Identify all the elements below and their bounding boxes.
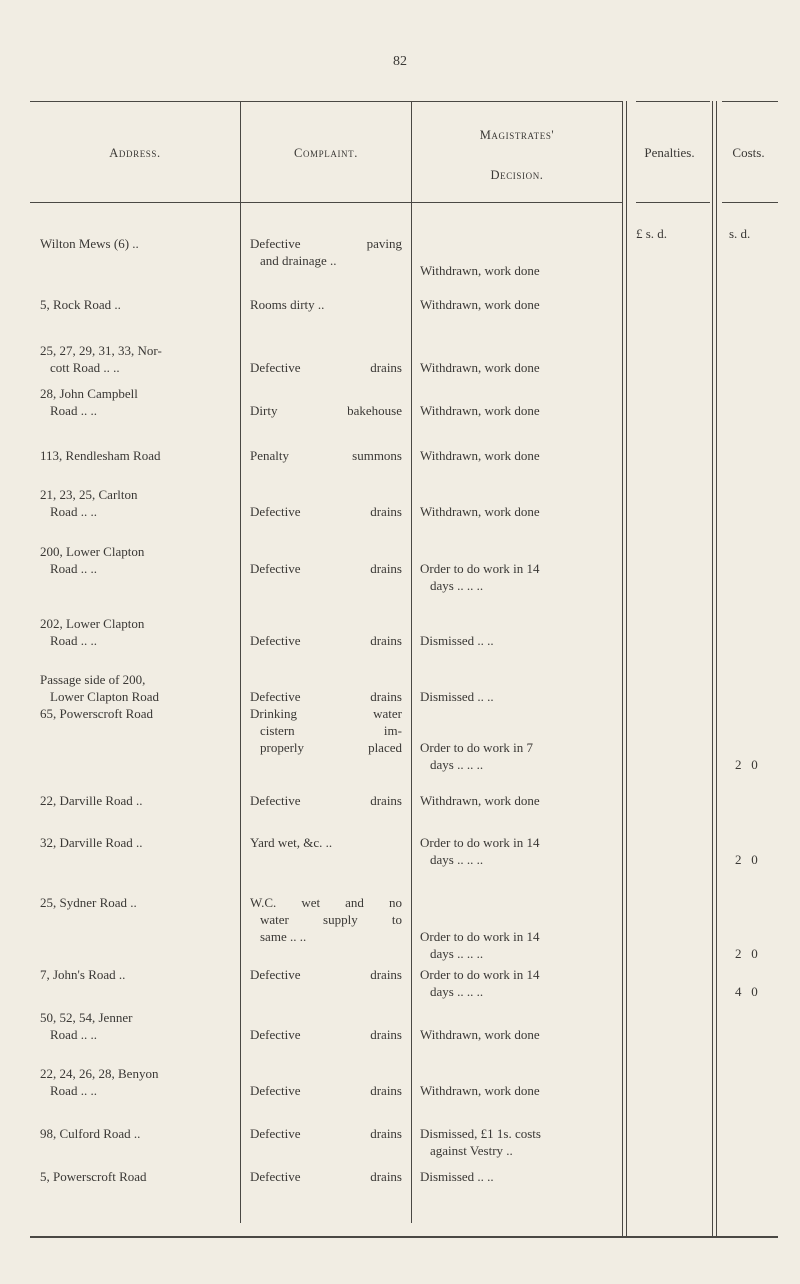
decision-cell-line: days .. .. .. bbox=[430, 984, 484, 999]
complaint-cell bbox=[250, 1082, 402, 1099]
address-cell-line: Road .. .. bbox=[50, 561, 97, 576]
address-cell-line: Road .. .. bbox=[50, 504, 97, 519]
address-cell bbox=[40, 543, 232, 577]
complaint-cell-line: Defective drains bbox=[250, 793, 402, 808]
column-rule-address bbox=[240, 101, 241, 1223]
decision-cell-line: Dismissed, £1 1s. costs bbox=[420, 1126, 541, 1141]
address-cell bbox=[40, 486, 232, 520]
complaint-cell-line: cistern im- bbox=[260, 723, 402, 738]
complaint-cell-line: Defective drains bbox=[250, 967, 402, 982]
complaint-cell-line: Defective drains bbox=[250, 633, 402, 648]
address-cell-line: 28, John Campbell bbox=[40, 386, 138, 401]
page-number: 82 bbox=[393, 54, 407, 69]
decision-cell bbox=[420, 1082, 616, 1099]
table-top-rule bbox=[30, 101, 622, 102]
decision-cell-line: days .. .. .. bbox=[430, 852, 484, 867]
complaint-cell bbox=[250, 1168, 402, 1185]
address-cell-line: cott Road .. .. bbox=[50, 360, 120, 375]
address-cell-line: Road .. .. bbox=[50, 403, 97, 418]
decision-cell bbox=[420, 928, 616, 962]
complaint-cell-line: Defective drains bbox=[250, 1083, 402, 1098]
costs-cell: 2 0 bbox=[735, 757, 758, 772]
address-cell bbox=[40, 447, 232, 464]
header-bottom-rule-penalties bbox=[636, 202, 710, 203]
address-cell-line: Lower Clapton Road bbox=[50, 689, 160, 704]
decision-cell bbox=[420, 296, 616, 313]
unit-costs: s. d. bbox=[729, 226, 751, 241]
decision-cell-line: Withdrawn, work done bbox=[420, 263, 540, 278]
complaint-cell-line: Drinking water bbox=[250, 706, 402, 721]
table-top-rule-penalties bbox=[636, 101, 710, 102]
header-complaint: Complaint. bbox=[294, 146, 358, 160]
address-cell-line: 202, Lower Clapton bbox=[40, 616, 145, 631]
address-cell bbox=[40, 1065, 232, 1099]
complaint-cell-line: water supply to bbox=[260, 912, 402, 927]
decision-cell-line: Dismissed .. .. bbox=[420, 633, 494, 648]
table-top-rule-costs bbox=[722, 101, 778, 102]
complaint-cell bbox=[250, 834, 402, 851]
header-decision-line1: Magistrates' bbox=[479, 128, 555, 142]
decision-cell-line: Withdrawn, work done bbox=[420, 1083, 540, 1098]
decision-cell-line: Withdrawn, work done bbox=[420, 360, 540, 375]
complaint-cell bbox=[250, 560, 402, 577]
decision-cell bbox=[420, 739, 616, 773]
address-cell-line: 5, Powerscroft Road bbox=[40, 1169, 147, 1184]
address-cell bbox=[40, 834, 232, 851]
header-costs: Costs. bbox=[732, 145, 765, 160]
complaint-cell-line: Rooms dirty .. bbox=[250, 297, 325, 312]
decision-cell bbox=[420, 560, 616, 594]
complaint-cell-line: Yard wet, &c. .. bbox=[250, 835, 333, 850]
complaint-cell bbox=[250, 792, 402, 809]
decision-cell-line: Order to do work in 14 bbox=[420, 929, 540, 944]
address-cell-line: 50, 52, 54, Jenner bbox=[40, 1010, 133, 1025]
decision-cell-line: Withdrawn, work done bbox=[420, 1027, 540, 1042]
decision-cell-line: Dismissed .. .. bbox=[420, 1169, 494, 1184]
unit-penalties: £ s. d. bbox=[636, 226, 668, 241]
address-cell bbox=[40, 296, 232, 313]
decision-cell-line: Withdrawn, work done bbox=[420, 403, 540, 418]
column-rule-decision-a bbox=[622, 101, 623, 1236]
complaint-cell bbox=[250, 894, 402, 945]
decision-cell bbox=[420, 447, 616, 464]
address-cell bbox=[40, 705, 232, 722]
address-cell-line: 65, Powerscroft Road bbox=[40, 706, 154, 721]
address-cell bbox=[40, 1125, 232, 1142]
column-rule-penalties-a bbox=[712, 101, 713, 1236]
complaint-cell bbox=[250, 705, 402, 756]
decision-cell-line: Withdrawn, work done bbox=[420, 793, 540, 808]
complaint-cell-line: and drainage .. bbox=[260, 253, 337, 268]
decision-cell-line: Withdrawn, work done bbox=[420, 448, 540, 463]
address-cell-line: Passage side of 200, bbox=[40, 672, 146, 687]
decision-cell-line: Order to do work in 14 bbox=[420, 561, 540, 576]
complaint-cell-line: Defective drains bbox=[250, 1027, 402, 1042]
header-bottom-rule bbox=[30, 202, 622, 203]
costs-cell: 2 0 bbox=[735, 946, 758, 961]
complaint-cell bbox=[250, 359, 402, 376]
address-cell-line: 32, Darville Road .. bbox=[40, 835, 143, 850]
address-cell bbox=[40, 1168, 232, 1185]
table-bottom-rule bbox=[30, 1236, 778, 1238]
decision-cell-line: Order to do work in 14 bbox=[420, 835, 540, 850]
costs-cell: 2 0 bbox=[735, 852, 758, 867]
address-cell-line: 25, 27, 29, 31, 33, Nor- bbox=[40, 343, 162, 358]
decision-cell bbox=[420, 402, 616, 419]
address-cell-line: 200, Lower Clapton bbox=[40, 544, 145, 559]
address-cell bbox=[40, 966, 232, 983]
decision-cell bbox=[420, 834, 616, 868]
header-address: Address. bbox=[109, 146, 161, 160]
decision-cell-line: days .. .. .. bbox=[430, 578, 484, 593]
complaint-cell-line: Defective drains bbox=[250, 1169, 402, 1184]
decision-cell bbox=[420, 1168, 616, 1185]
decision-cell bbox=[420, 632, 616, 649]
complaint-cell-line: Defective drains bbox=[250, 504, 402, 519]
complaint-cell bbox=[250, 688, 402, 705]
address-cell bbox=[40, 792, 232, 809]
decision-cell bbox=[420, 792, 616, 809]
address-cell bbox=[40, 615, 232, 649]
complaint-cell-line: Penalty summons bbox=[250, 448, 402, 463]
address-cell-line: Road .. .. bbox=[50, 633, 97, 648]
decision-cell bbox=[420, 1125, 616, 1159]
address-cell bbox=[40, 894, 232, 911]
decision-cell bbox=[420, 1026, 616, 1043]
decision-cell-line: Withdrawn, work done bbox=[420, 504, 540, 519]
complaint-cell-line: W.C. wet and no bbox=[250, 895, 402, 910]
address-cell-line: 22, Darville Road .. bbox=[40, 793, 143, 808]
complaint-cell-line: same .. .. bbox=[260, 929, 307, 944]
complaint-cell-line: Defective drains bbox=[250, 561, 402, 576]
address-cell-line: 113, Rendlesham Road bbox=[40, 448, 161, 463]
complaint-cell bbox=[250, 1026, 402, 1043]
decision-cell-line: days .. .. .. bbox=[430, 757, 484, 772]
decision-cell bbox=[420, 262, 616, 279]
address-cell bbox=[40, 235, 232, 252]
address-cell-line: 98, Culford Road .. bbox=[40, 1126, 141, 1141]
decision-cell bbox=[420, 359, 616, 376]
header-bottom-rule-costs bbox=[722, 202, 778, 203]
complaint-cell-line: Defective drains bbox=[250, 360, 402, 375]
complaint-cell bbox=[250, 235, 402, 269]
header-penalties: Penalties. bbox=[644, 145, 695, 160]
complaint-cell bbox=[250, 503, 402, 520]
complaint-cell bbox=[250, 966, 402, 983]
address-cell-line: 22, 24, 26, 28, Benyon bbox=[40, 1066, 159, 1081]
complaint-cell bbox=[250, 296, 402, 313]
column-rule-decision-b bbox=[626, 101, 627, 1236]
address-cell bbox=[40, 671, 232, 705]
complaint-cell bbox=[250, 447, 402, 464]
address-cell-line: 5, Rock Road .. bbox=[40, 297, 121, 312]
costs-cell: 4 0 bbox=[735, 984, 758, 999]
decision-cell bbox=[420, 966, 616, 1000]
address-cell bbox=[40, 1009, 232, 1043]
address-cell-line: 21, 23, 25, Carlton bbox=[40, 487, 138, 502]
decision-cell bbox=[420, 503, 616, 520]
address-cell-line: 7, John's Road .. bbox=[40, 967, 126, 982]
complaint-cell-line: Defective drains bbox=[250, 689, 402, 704]
decision-cell-line: Order to do work in 7 bbox=[420, 740, 534, 755]
address-cell-line: Road .. .. bbox=[50, 1027, 97, 1042]
address-cell-line: Road .. .. bbox=[50, 1083, 97, 1098]
column-rule-penalties-b bbox=[716, 101, 717, 1236]
decision-cell-line: days .. .. .. bbox=[430, 946, 484, 961]
complaint-cell-line: properly placed bbox=[260, 740, 402, 755]
address-cell-line: 25, Sydner Road .. bbox=[40, 895, 137, 910]
complaint-cell-line: Dirty bakehouse bbox=[250, 403, 402, 418]
decision-cell-line: Dismissed .. .. bbox=[420, 689, 494, 704]
decision-cell-line: Order to do work in 14 bbox=[420, 967, 540, 982]
decision-cell-line: against Vestry .. bbox=[430, 1143, 513, 1158]
header-decision-line2: Decision. bbox=[490, 168, 544, 182]
complaint-cell-line: Defective paving bbox=[250, 236, 402, 251]
address-cell bbox=[40, 342, 232, 376]
column-rule-complaint bbox=[411, 101, 412, 1223]
complaint-cell bbox=[250, 402, 402, 419]
complaint-cell bbox=[250, 632, 402, 649]
complaint-cell-line: Defective drains bbox=[250, 1126, 402, 1141]
decision-cell bbox=[420, 688, 616, 705]
complaint-cell bbox=[250, 1125, 402, 1142]
address-cell-line: Wilton Mews (6) .. bbox=[40, 236, 139, 251]
decision-cell-line: Withdrawn, work done bbox=[420, 297, 540, 312]
address-cell bbox=[40, 385, 232, 419]
